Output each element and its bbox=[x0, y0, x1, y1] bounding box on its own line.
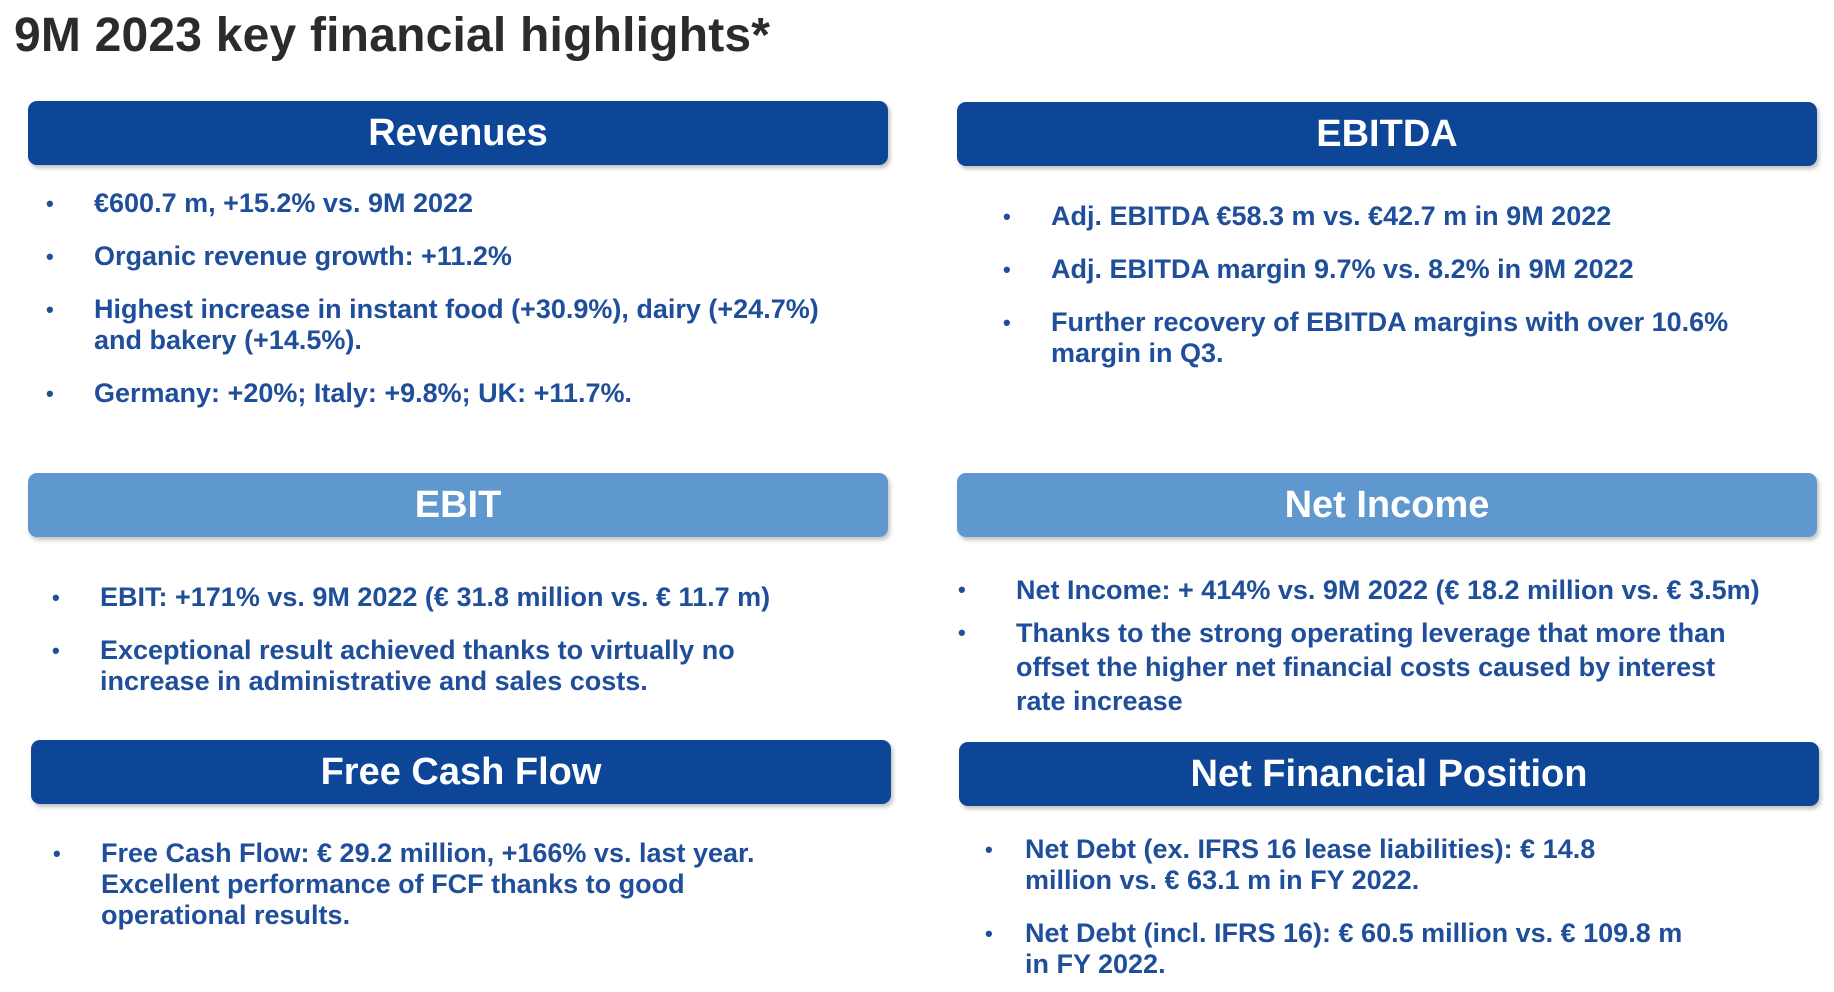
ebitda-bullet-list bbox=[1003, 201, 1729, 369]
bullet-text-line: Free Cash Flow: € 29.2 million, +166% vs. last year. bbox=[101, 838, 755, 868]
ebit-bullet bbox=[52, 582, 771, 613]
bullet-dot-icon: • bbox=[985, 837, 993, 862]
bullet-text-line: operational results. bbox=[101, 900, 351, 930]
revenues-bullet bbox=[46, 378, 819, 409]
bullet-dot-icon: • bbox=[52, 585, 60, 610]
bullet-text-line: rate increase bbox=[1016, 686, 1183, 716]
revenues-header bbox=[28, 101, 888, 165]
bullet-text-line: Excellent performance of FCF thanks to good bbox=[101, 869, 685, 899]
free-cash-flow-title: Free Cash Flow bbox=[320, 750, 602, 793]
bullet-text-line: Further recovery of EBITDA margins with over 10.6% bbox=[1051, 307, 1729, 337]
bullet-dot-icon: • bbox=[52, 638, 60, 663]
ebitda-bullet bbox=[1003, 201, 1728, 232]
bullet-dot-icon: • bbox=[958, 620, 966, 645]
bullet-dot-icon: • bbox=[985, 921, 993, 946]
bullet-dot-icon: • bbox=[1003, 204, 1011, 229]
page-title: 9M 2023 key financial highlights* bbox=[14, 9, 771, 62]
bullet-text-line: Organic revenue growth: +11.2% bbox=[94, 241, 512, 271]
bullet-text-line: offset the higher net financial costs caused by interest bbox=[1016, 652, 1716, 682]
bullet-dot-icon: • bbox=[46, 297, 54, 322]
net-financial-position-bullet bbox=[985, 918, 1683, 980]
ebitda-bullet bbox=[1003, 307, 1729, 369]
ebit-title: EBIT bbox=[414, 483, 502, 526]
ebitda-header bbox=[957, 102, 1817, 166]
bullet-text-line: and bakery (+14.5%). bbox=[94, 325, 362, 355]
bullet-dot-icon: • bbox=[46, 244, 54, 269]
bullet-text-line: Germany: +20%; Italy: +9.8%; UK: +11.7%. bbox=[94, 378, 632, 408]
ebit-header bbox=[28, 473, 888, 537]
bullet-dot-icon: • bbox=[46, 381, 54, 406]
bullet-text-line: margin in Q3. bbox=[1051, 338, 1224, 368]
bullet-text-line: Net Debt (ex. IFRS 16 lease liabilities): € 14.8 bbox=[1025, 834, 1596, 864]
bullet-dot-icon: • bbox=[1003, 257, 1011, 282]
bullet-text-line: in FY 2022. bbox=[1025, 949, 1166, 979]
bullet-text-line: EBIT: +171% vs. 9M 2022 (€ 31.8 million vs. € 11.7 m) bbox=[100, 582, 771, 612]
bullet-text-line: €600.7 m, +15.2% vs. 9M 2022 bbox=[94, 188, 474, 218]
net-income-bullet bbox=[958, 573, 1760, 607]
bullet-text-line: Adj. EBITDA margin 9.7% vs. 8.2% in 9M 2022 bbox=[1051, 254, 1634, 284]
bullet-dot-icon: • bbox=[46, 191, 54, 216]
revenues-bullet bbox=[46, 241, 819, 272]
bullet-dot-icon: • bbox=[1003, 310, 1011, 335]
free-cash-flow-bullet bbox=[53, 838, 755, 931]
bullet-text-line: Net Debt (incl. IFRS 16): € 60.5 million vs. € 109.8 m bbox=[1025, 918, 1683, 948]
ebitda-title: EBITDA bbox=[1316, 112, 1458, 155]
net-income-header bbox=[957, 473, 1817, 537]
bullet-dot-icon: • bbox=[53, 841, 61, 866]
bullet-text-line: Thanks to the strong operating leverage that more than bbox=[1016, 618, 1726, 648]
net-income-bullet bbox=[958, 616, 1760, 718]
bullet-text-line: Highest increase in instant food (+30.9%), dairy (+24.7%) bbox=[94, 294, 819, 324]
revenues-bullet bbox=[46, 188, 819, 219]
bullet-text-line: Exceptional result achieved thanks to virtually no bbox=[100, 635, 735, 665]
bullet-dot-icon: • bbox=[958, 577, 966, 602]
bullet-text-line: million vs. € 63.1 m in FY 2022. bbox=[1025, 865, 1420, 895]
net-income-title: Net Income bbox=[1284, 483, 1490, 526]
revenues-bullet-list bbox=[46, 188, 819, 409]
ebit-bullet bbox=[52, 635, 770, 697]
ebit-bullet-list bbox=[52, 582, 771, 697]
net-income-bullet-list bbox=[958, 573, 1760, 718]
ebitda-bullet bbox=[1003, 254, 1728, 285]
bullet-text-line: Net Income: + 414% vs. 9M 2022 (€ 18.2 million vs. € 3.5m) bbox=[1016, 575, 1760, 605]
net-financial-position-bullet bbox=[985, 834, 1682, 896]
free-cash-flow-bullet-list bbox=[53, 838, 755, 931]
revenues-bullet bbox=[46, 294, 819, 356]
revenues-title: Revenues bbox=[368, 111, 548, 154]
free-cash-flow-header bbox=[31, 740, 891, 804]
bullet-text-line: increase in administrative and sales costs. bbox=[100, 666, 648, 696]
bullet-text-line: Adj. EBITDA €58.3 m vs. €42.7 m in 9M 2022 bbox=[1051, 201, 1612, 231]
net-financial-position-header bbox=[959, 742, 1819, 806]
net-financial-position-bullet-list bbox=[985, 834, 1683, 980]
net-financial-position-title: Net Financial Position bbox=[1190, 752, 1588, 795]
